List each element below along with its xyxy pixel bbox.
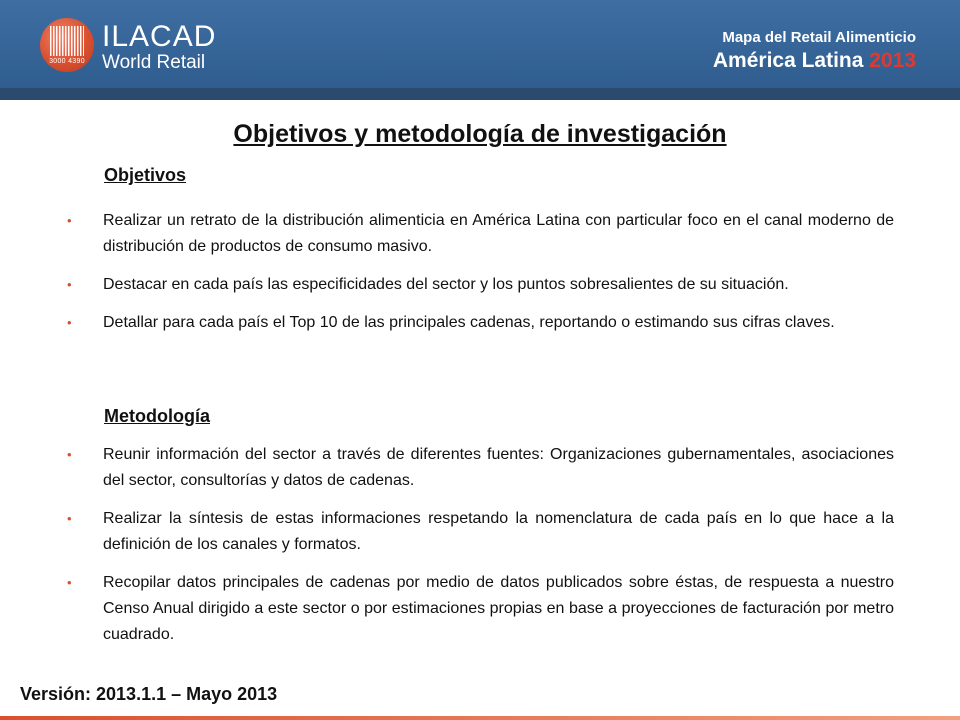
report-region: América Latina bbox=[712, 49, 864, 72]
footer-divider bbox=[0, 716, 960, 720]
report-subtitle bbox=[713, 48, 916, 74]
page-title: Objetivos y metodología de investigación bbox=[233, 120, 727, 148]
list-item bbox=[64, 272, 894, 298]
bullet-icon: • bbox=[67, 511, 72, 526]
objetivos-list bbox=[64, 208, 894, 348]
header-band bbox=[0, 88, 960, 100]
logo-tagline: World Retail bbox=[102, 52, 206, 73]
list-item bbox=[64, 310, 894, 336]
bullet-icon: • bbox=[67, 575, 72, 590]
list-item-text: Recopilar datos principales de cadenas por medio de datos publicados sobre éstas, de respuesta a nuestro Censo Anual dirigido a este sector o por estimaciones propias en base a proyecciones de facturación por metro cuadrado. bbox=[103, 574, 894, 643]
bullet-icon: • bbox=[67, 277, 72, 292]
version-label: Versión: 2013.1.1 – Mayo 2013 bbox=[20, 684, 278, 704]
section-heading-objetivos: Objetivos bbox=[104, 165, 187, 185]
list-item bbox=[64, 570, 894, 648]
list-item bbox=[64, 506, 894, 558]
list-item bbox=[64, 208, 894, 260]
bullet-icon: • bbox=[67, 447, 72, 462]
barcode-globe-icon bbox=[40, 18, 94, 72]
bullet-icon: • bbox=[67, 315, 72, 330]
bullet-icon: • bbox=[67, 213, 72, 228]
logo-brand: ILACAD bbox=[102, 20, 217, 53]
list-item-text: Realizar la síntesis de estas informaciones respetando la nomenclatura de cada país en lo que hace a la definición de los canales y formatos. bbox=[103, 510, 894, 553]
section-heading-metodologia: Metodología bbox=[104, 406, 210, 426]
report-year: 2013 bbox=[869, 49, 916, 72]
list-item-text: Reunir información del sector a través de diferentes fuentes: Organizaciones gubernamentales, asociaciones del sector, consultorías y datos de cadenas. bbox=[103, 446, 894, 489]
ilacad-logo bbox=[34, 14, 284, 80]
barcode-digits: 3000 4390 bbox=[49, 58, 85, 65]
report-title: Mapa del Retail Alimenticio bbox=[722, 29, 916, 46]
report-title-block bbox=[713, 28, 916, 74]
list-item-text: Detallar para cada país el Top 10 de las principales cadenas, reportando o estimando sus cifras claves. bbox=[103, 314, 835, 331]
list-item bbox=[64, 442, 894, 494]
list-item-text: Destacar en cada país las especificidades del sector y los puntos sobresalientes de su situación. bbox=[103, 276, 789, 293]
header-bar bbox=[0, 0, 960, 88]
metodologia-list bbox=[64, 442, 894, 660]
list-item-text: Realizar un retrato de la distribución alimenticia en América Latina con particular foco en el canal moderno de distribución de productos de consumo masivo. bbox=[103, 212, 894, 255]
barcode-icon bbox=[50, 26, 84, 56]
